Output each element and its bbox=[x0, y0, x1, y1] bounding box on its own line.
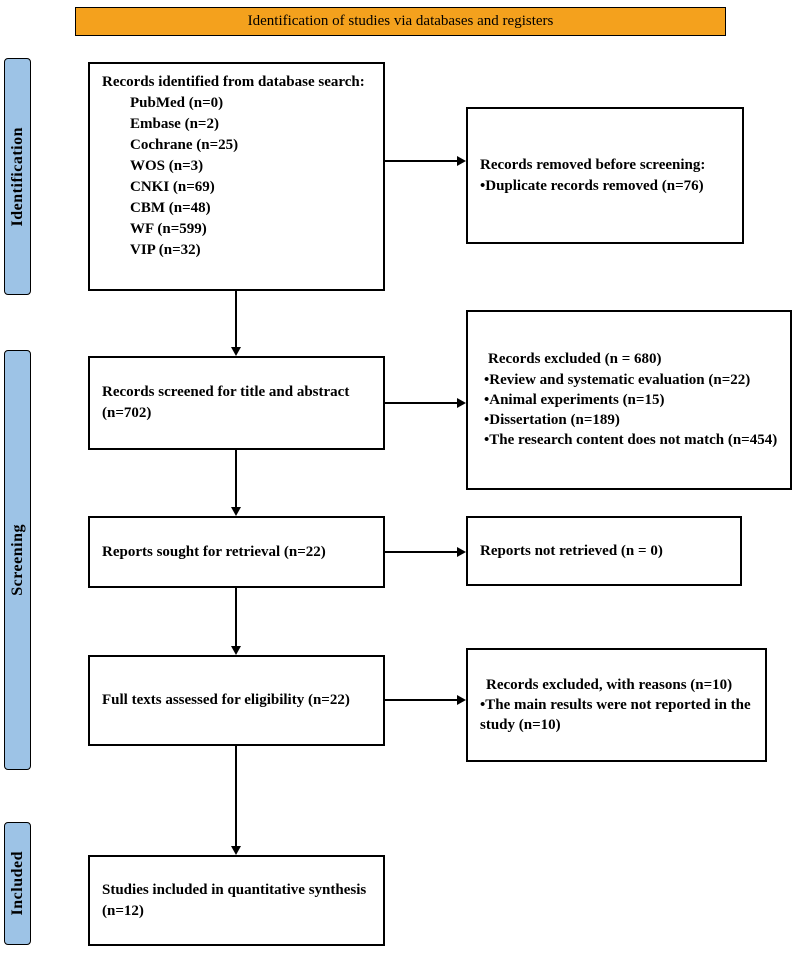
stage-identification-label: Identification bbox=[8, 126, 26, 227]
flow-box-records-screened bbox=[88, 356, 385, 450]
side-box-records-excluded bbox=[466, 310, 792, 490]
full-texts-text: Full texts assessed for eligibility (n=22) bbox=[102, 692, 350, 708]
side-box-removed-before-screening bbox=[466, 107, 744, 244]
database-count: Cochrane (n=25) bbox=[130, 137, 239, 153]
arrow-right-to-reports-not-retrieved bbox=[385, 551, 457, 553]
stage-screening bbox=[4, 350, 31, 770]
stage-included-label: Included bbox=[8, 851, 26, 916]
stage-identification bbox=[4, 58, 31, 295]
arrow-down-sought-to-fulltext bbox=[235, 588, 237, 646]
database-count: WOS (n=3) bbox=[130, 158, 204, 174]
arrow-down-fulltext-to-included bbox=[235, 746, 237, 846]
arrow-down-identified-to-screened bbox=[235, 291, 237, 347]
flow-box-records-identified bbox=[88, 62, 385, 291]
records-excluded-item: •Review and systematic evaluation (n=22) bbox=[484, 371, 751, 388]
records-excluded-item: •Animal experiments (n=15) bbox=[484, 391, 665, 408]
records-identified-title: Records identified from database search: bbox=[102, 74, 365, 90]
studies-included-text: Studies included in quantitative synthesis (n=12) bbox=[102, 881, 367, 919]
records-excluded-title: Records excluded (n = 680) bbox=[488, 351, 662, 368]
database-count: CNKI (n=69) bbox=[130, 179, 215, 195]
stage-screening-label: Screening bbox=[8, 524, 26, 596]
flow-box-full-texts bbox=[88, 655, 385, 746]
database-count: Embase (n=2) bbox=[130, 116, 219, 132]
arrow-right-to-records-excluded bbox=[385, 402, 457, 404]
records-screened-text: Records screened for title and abstract (n=702) bbox=[102, 384, 350, 421]
database-count: WF (n=599) bbox=[130, 221, 207, 237]
records-identified-list bbox=[102, 93, 371, 261]
flow-box-studies-included bbox=[88, 855, 385, 946]
stage-included bbox=[4, 822, 31, 945]
removed-before-screening-title: Records removed before screening: bbox=[480, 157, 706, 174]
flow-box-reports-sought bbox=[88, 516, 385, 588]
records-excluded-item: •Dissertation (n=189) bbox=[484, 412, 620, 429]
side-box-reports-not-retrieved bbox=[466, 516, 742, 586]
database-count: VIP (n=32) bbox=[130, 242, 201, 258]
reports-sought-text: Reports sought for retrieval (n=22) bbox=[102, 543, 326, 560]
arrow-right-to-excluded-with-reasons bbox=[385, 699, 457, 701]
side-box-excluded-with-reasons bbox=[466, 648, 767, 762]
removed-before-screening-item: •Duplicate records removed (n=76) bbox=[480, 177, 704, 194]
excluded-with-reasons-title: Records excluded, with reasons (n=10) bbox=[486, 676, 733, 693]
records-excluded-item: •The research content does not match (n=454) bbox=[484, 432, 778, 449]
database-count: PubMed (n=0) bbox=[130, 95, 224, 111]
reports-not-retrieved-text: Reports not retrieved (n = 0) bbox=[480, 542, 663, 559]
arrow-down-screened-to-sought bbox=[235, 450, 237, 507]
banner bbox=[75, 7, 726, 36]
banner-title: Identification of studies via databases and registers bbox=[247, 13, 554, 29]
database-count: CBM (n=48) bbox=[130, 200, 211, 216]
excluded-with-reasons-item: •The main results were not reported in the study (n=10) bbox=[480, 696, 751, 734]
arrow-right-to-removed-before-screening bbox=[385, 160, 457, 162]
